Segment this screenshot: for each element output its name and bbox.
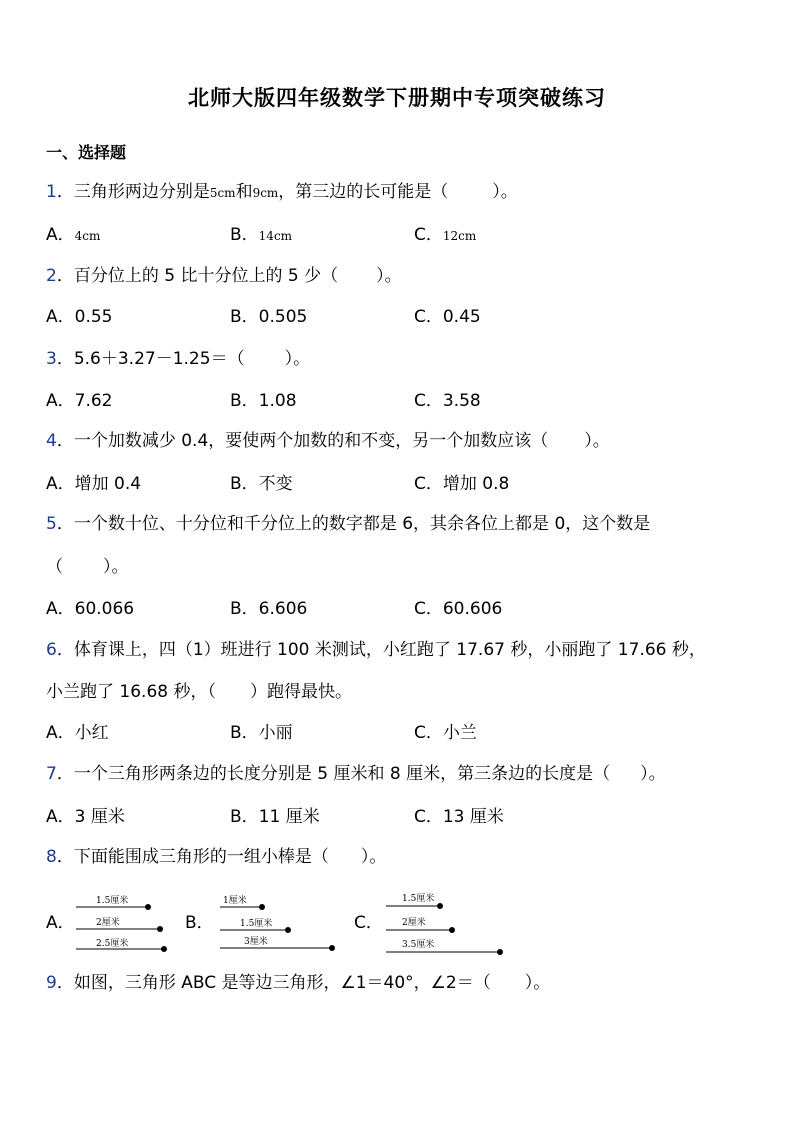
stick-end-dot [259,904,265,910]
stick-end-dot [285,927,291,933]
option-b[interactable]: B．小丽 [230,723,293,743]
stick-label: 2厘米 [402,918,426,928]
stick-end-dot [329,945,335,951]
question-6-line-2: 小兰跑了 16.68 秒，（ ）跑得最快。 [46,682,352,702]
question-text: ．三角形两边分别是 [56,182,210,202]
option-c[interactable]: C．0.45 [414,307,481,327]
question-number: 5 [46,514,57,534]
option-a[interactable]: A．7.62 [46,391,113,411]
question-text: ．一个三角形两条边的长度分别是 5 厘米和 8 厘米，第三条边的长度是（ [56,764,611,784]
stick-label: 3厘米 [244,937,268,947]
stick-end-dot [497,949,503,955]
option-c-label[interactable]: C． [354,913,383,933]
stick-end-dot [157,926,163,932]
option-c[interactable]: C．13 厘米 [414,807,504,827]
question-text: ．下面能围成三角形的一组小棒是（ [56,847,329,867]
length-value: 9cm [252,186,279,200]
question-text: 和 [235,182,253,202]
question-2 [46,265,402,287]
question-5 [46,513,650,535]
option-a-label[interactable]: A． [46,913,75,933]
option-c[interactable]: C．12cm [414,225,477,245]
stick-end-dot [437,903,443,909]
stick-end-dot [449,927,455,933]
question-text: ．一个数十位、十分位和千分位上的数字都是 6，其余各位上都是 0，这个数是 [56,514,651,534]
option-a[interactable]: A．4cm [46,225,101,245]
option-c[interactable]: C．60.606 [414,599,503,619]
stick-label: 1.5厘米 [240,919,273,929]
question-text: ，第三边的长可能是（ [278,182,449,202]
question-number: 3 [46,349,57,369]
question-text: ．5.6＋3.27－1.25＝（ [56,349,245,369]
option-a[interactable]: A．60.066 [46,599,135,619]
option-c[interactable]: C．增加 0.8 [414,474,510,494]
question-text: ．百分位上的 5 比十分位上的 5 少（ [56,266,339,286]
option-a[interactable]: A．增加 0.4 [46,474,142,494]
option-a-sticks[interactable] [72,890,172,954]
question-5-line-2: （ ）。 [46,557,129,577]
length-value: 5cm [209,186,236,200]
question-text: ）。 [284,349,311,369]
question-text: ）。 [492,182,518,202]
question-1 [46,181,518,204]
question-text: ）。 [524,973,551,993]
option-c[interactable]: C．小兰 [414,723,477,743]
stick-end-dot [161,946,167,952]
option-a[interactable]: A．0.55 [46,307,113,327]
question-number: 2 [46,266,57,286]
question-number: 4 [46,431,57,451]
option-b[interactable]: B．11 厘米 [230,807,320,827]
stick-label: 2厘米 [96,918,120,928]
question-6 [46,639,706,661]
stick-label: 3.5厘米 [402,940,435,950]
option-c[interactable]: C．3.58 [414,391,481,411]
page-title: 北师大版四年级数学下册期中专项突破练习 [188,86,606,110]
stick-label: 2.5厘米 [96,939,129,949]
option-b[interactable]: B．14cm [230,225,293,245]
question-text: ．如图，三角形 ABC 是等边三角形，∠1＝40°，∠2＝（ [56,973,491,993]
option-b[interactable]: B．0.505 [230,307,308,327]
question-number: 8 [46,847,57,867]
option-b[interactable]: B．不变 [230,474,293,494]
question-text: ）。 [584,431,610,451]
question-text: ）。 [640,764,666,784]
section-heading: 一、选择题 [46,143,127,162]
question-text: ．一个加数减少 0.4，要使两个加数的和不变，另一个加数应该（ [56,431,549,451]
option-b-sticks[interactable] [216,890,340,954]
question-number: 6 [46,640,57,660]
question-8 [46,846,386,868]
question-number: 9 [46,973,57,993]
option-c-sticks[interactable] [384,890,508,960]
question-number: 1 [46,182,57,202]
option-a[interactable]: A．小红 [46,723,109,743]
question-4 [46,430,610,452]
stick-label: 1厘米 [223,896,247,906]
question-3 [46,348,310,370]
question-9 [46,972,550,994]
option-a[interactable]: A．3 厘米 [46,807,125,827]
stick-end-dot [145,904,151,910]
question-text: ）。 [376,266,402,286]
question-text: ）。 [360,847,387,867]
question-number: 7 [46,764,57,784]
option-b[interactable]: B．1.08 [230,391,297,411]
stick-label: 1.5厘米 [96,896,129,906]
question-text: ．体育课上，四（1）班进行 100 米测试，小红跑了 17.67 秒，小丽跑了 17.66 秒， [56,640,706,660]
question-7 [46,763,666,785]
option-b-label[interactable]: B． [185,913,214,933]
option-b[interactable]: B．6.606 [230,599,308,619]
stick-label: 1.5厘米 [402,894,435,904]
